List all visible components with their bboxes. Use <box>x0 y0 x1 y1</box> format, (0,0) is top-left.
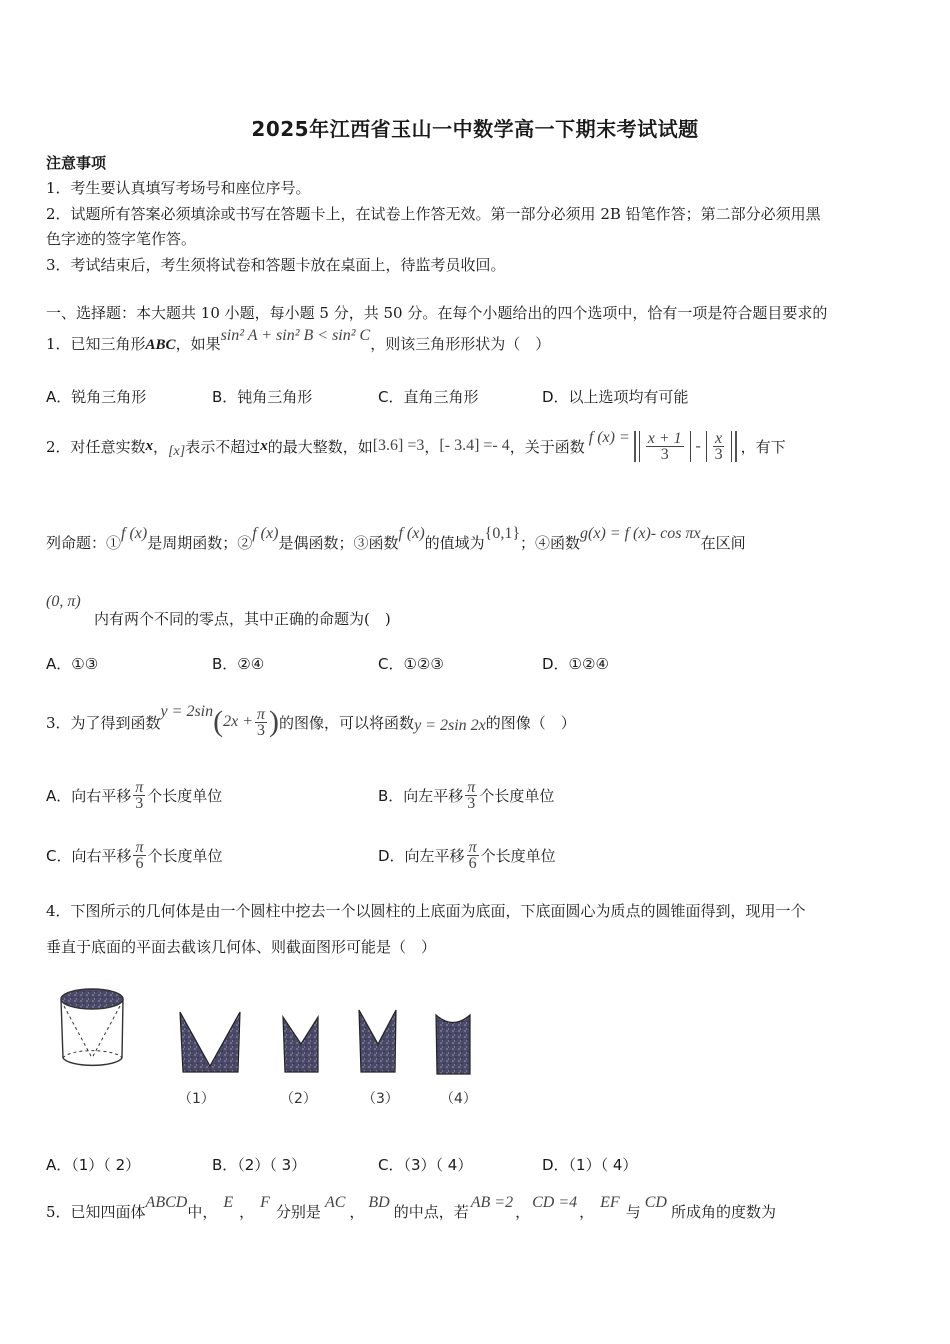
question-4-line-2: 垂直于底面的平面去截该几何体、则截面图形可能是（ ） <box>46 938 437 956</box>
q2-interval: (0, π) <box>46 593 81 610</box>
notice-item-2-cont: 色字迹的签字笔作答。 <box>46 230 197 248</box>
notice-item-1: 1．考生要认真填写考场号和座位序号。 <box>46 179 311 197</box>
q3-option-a[interactable]: A．向右平移 $\frac{\pi}{3}$ 个长度单位 <box>46 779 223 812</box>
question-4-line-1: 4．下图所示的几何体是由一个圆柱中挖去一个以圆柱的上底面为底面，下底面圆心为质点的圆锥面得到，现用一个 <box>46 902 806 920</box>
figure-caption-3: （3） <box>362 1091 399 1107</box>
q2-option-d[interactable]: D．①②④ <box>542 655 609 673</box>
q3-option-c[interactable]: C．向右平移 $\frac{\pi}{6}$ 个长度单位 <box>46 839 223 872</box>
q1-option-d[interactable]: D．以上选项均有可能 <box>542 388 689 406</box>
question-2-line-3: 内有两个不同的零点，其中正确的命题为( ) <box>94 610 391 628</box>
section-figure-1 <box>180 1012 240 1072</box>
q2-option-b[interactable]: B．②④ <box>212 655 265 673</box>
notice-item-2: 2．试题所有答案必须填涂或书写在答题卡上，在试卷上作答无效。第一部分必须用 2B 铅笔作答；第二部分必须用黑 <box>46 205 821 223</box>
q4-option-a[interactable]: A．（1）（ 2） <box>46 1156 141 1174</box>
q4-option-c[interactable]: C．（3）（ 4） <box>378 1156 473 1174</box>
cylinder-figure <box>61 989 123 1065</box>
notice-heading: 注意事项 <box>46 154 107 172</box>
q1-option-c[interactable]: C．直角三角形 <box>378 388 479 406</box>
question-5: 5．已知四面体ABCD中，E，F分别是AC，BD的中点，若AB =2，CD =4，EF与CD所成角的度数为 <box>46 1194 776 1221</box>
figure-caption-1: （1） <box>178 1091 215 1107</box>
section-figure-3 <box>359 1010 396 1072</box>
question-2-line-1: 2．对任意实数 x ， [x] 表示不超过 x 的最大整数，如 [3.6] =3 ， [- 3.4] =- 4 ，关于函数 f (x) = $\frac{x + 1}{3}$ - $\frac{x}{3}$ ，有下 <box>46 429 786 463</box>
q2-option-a[interactable]: A．①③ <box>46 655 99 673</box>
section-figure-2 <box>283 1017 318 1072</box>
question-2-line-2: 列命题：①f (x)是周期函数；②f (x)是偶函数；③函数f (x)的值域为{0,1}；④函数g(x) = f (x)- cos πx在区间 <box>46 525 746 552</box>
q2-option-c[interactable]: C．①②③ <box>378 655 444 673</box>
question-3: 3．为了得到函数 y = 2sin ( 2x + $\frac{\pi}{3}$ ) 的图像，可以将函数 y = 2sin 2x 的图像（ ） <box>46 703 576 739</box>
q1-formula: sin² A + sin² B < sin² C <box>220 327 371 344</box>
q3-option-b[interactable]: B．向左平移 $\frac{\pi}{3}$ 个长度单位 <box>378 779 555 812</box>
figure-caption-4: （4） <box>440 1091 477 1107</box>
q1-option-b[interactable]: B．钝角三角形 <box>212 388 313 406</box>
notice-item-3: 3．考试结束后，考生须将试卷和答题卡放在桌面上，待监考员收回。 <box>46 256 506 274</box>
q3-option-d[interactable]: D．向左平移 $\frac{\pi}{6}$ 个长度单位 <box>378 839 556 872</box>
question-1: 1．已知三角形ABC，如果sin² A + sin² B < sin² C，则该三角形形状为（ ） <box>46 327 551 353</box>
q1-option-a[interactable]: A．锐角三角形 <box>46 388 147 406</box>
section-heading: 一、选择题：本大题共 10 小题，每小题 5 分，共 50 分。在每个小题给出的四个选项中，恰有一项是符合题目要求的 <box>46 304 828 322</box>
q4-figures <box>56 982 486 1082</box>
q2-outer-bracket: $\frac{x + 1}{3}$ - $\frac{x}{3}$ <box>634 431 737 462</box>
q4-option-b[interactable]: B．（2）（ 3） <box>212 1156 307 1174</box>
page-title: 2025年江西省玉山一中数学高一下期末考试试题 <box>251 117 699 141</box>
section-figure-4 <box>436 1015 470 1074</box>
figure-caption-2: （2） <box>280 1091 317 1107</box>
q4-option-d[interactable]: D．（1）（ 4） <box>542 1156 638 1174</box>
